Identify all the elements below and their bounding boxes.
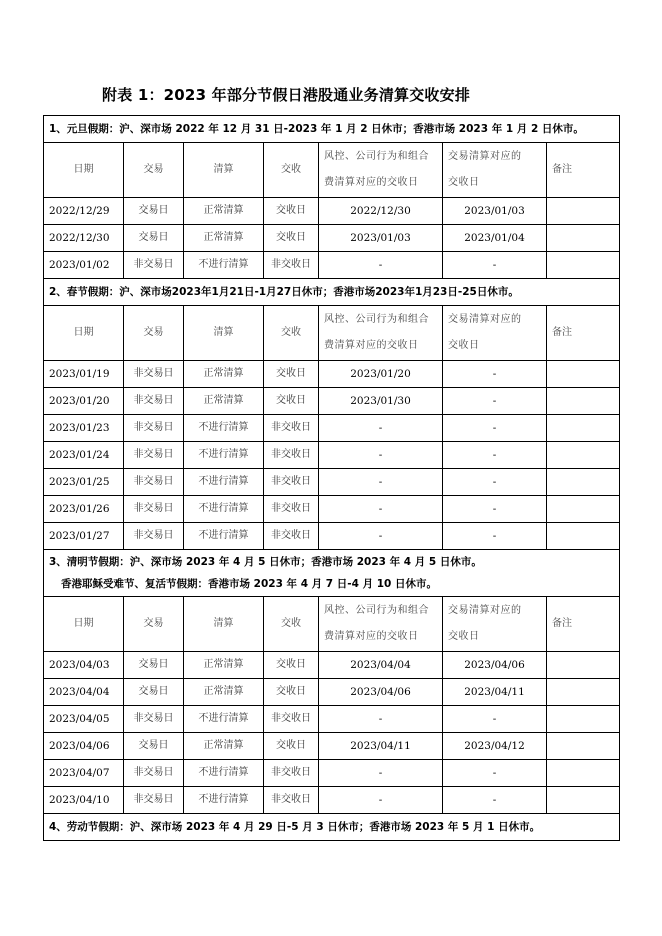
header-risk-line2: 费清算对应的交收日	[324, 631, 419, 642]
cell-clearing: 正常清算	[184, 388, 264, 415]
cell-date: 2023/04/04	[44, 679, 124, 706]
cell-trade: 交易日	[124, 225, 184, 252]
section-heading-line: 1、元旦假期：沪、深市场 2022 年 12 月 31 日-2023 年 1 月 2 日休市；香港市场 2023 年 1 月 2 日休市。	[49, 123, 584, 135]
cell-risk-settle-date: 2023/04/04	[319, 652, 443, 679]
section-heading	[44, 279, 620, 306]
cell-trade: 交易日	[124, 198, 184, 225]
header-risk-line1: 风控、公司行为和组合	[324, 151, 429, 162]
cell-date: 2023/04/07	[44, 760, 124, 787]
cell-note	[547, 361, 620, 388]
cell-clearing: 不进行清算	[184, 523, 264, 550]
cell-date: 2023/01/25	[44, 469, 124, 496]
cell-risk-settle-date: 2023/01/20	[319, 361, 443, 388]
cell-settlement: 非交收日	[264, 252, 319, 279]
header-trade-clear-line1: 交易清算对应的	[448, 605, 522, 616]
cell-date: 2023/01/24	[44, 442, 124, 469]
cell-settlement: 交收日	[264, 388, 319, 415]
cell-note	[547, 442, 620, 469]
cell-settlement: 交收日	[264, 679, 319, 706]
header-trade-clear	[443, 306, 547, 361]
section-heading	[44, 814, 620, 841]
cell-risk-settle-date: -	[319, 469, 443, 496]
cell-clearing: 不进行清算	[184, 415, 264, 442]
cell-clearing: 不进行清算	[184, 252, 264, 279]
header-settlement: 交收	[264, 306, 319, 361]
cell-risk-settle-date: -	[319, 760, 443, 787]
section-heading-line: 香港耶稣受难节、复活节假期：香港市场 2023 年 4 月 7 日-4 月 10 日休市。	[61, 578, 438, 590]
cell-settlement: 非交收日	[264, 469, 319, 496]
cell-risk-settle-date: 2022/12/30	[319, 198, 443, 225]
header-risk	[319, 306, 443, 361]
cell-date: 2023/01/26	[44, 496, 124, 523]
header-clearing: 清算	[184, 143, 264, 198]
header-risk-line1: 风控、公司行为和组合	[324, 605, 429, 616]
cell-trade-settle-date: 2023/04/12	[443, 733, 547, 760]
cell-trade: 交易日	[124, 652, 184, 679]
cell-trade-settle-date: -	[443, 361, 547, 388]
cell-note	[547, 496, 620, 523]
cell-risk-settle-date: 2023/04/06	[319, 679, 443, 706]
table-row	[44, 442, 620, 469]
section-row	[44, 116, 620, 143]
cell-trade-settle-date: 2023/04/11	[443, 679, 547, 706]
header-note: 备注	[547, 143, 620, 198]
table-row	[44, 198, 620, 225]
table-row	[44, 760, 620, 787]
cell-note	[547, 252, 620, 279]
cell-date: 2023/01/02	[44, 252, 124, 279]
cell-trade: 非交易日	[124, 388, 184, 415]
cell-risk-settle-date: -	[319, 496, 443, 523]
cell-note	[547, 760, 620, 787]
cell-clearing: 不进行清算	[184, 787, 264, 814]
cell-risk-settle-date: -	[319, 415, 443, 442]
cell-risk-settle-date: -	[319, 252, 443, 279]
cell-note	[547, 787, 620, 814]
header-risk	[319, 143, 443, 198]
table-row	[44, 252, 620, 279]
cell-trade: 非交易日	[124, 442, 184, 469]
cell-note	[547, 733, 620, 760]
cell-note	[547, 523, 620, 550]
cell-note	[547, 469, 620, 496]
cell-clearing: 正常清算	[184, 361, 264, 388]
cell-trade: 非交易日	[124, 361, 184, 388]
header-clearing: 清算	[184, 306, 264, 361]
cell-settlement: 非交收日	[264, 760, 319, 787]
cell-date: 2022/12/30	[44, 225, 124, 252]
cell-trade-settle-date: -	[443, 469, 547, 496]
cell-trade-settle-date: -	[443, 787, 547, 814]
cell-trade-settle-date: -	[443, 523, 547, 550]
header-trade-clear	[443, 143, 547, 198]
cell-trade: 非交易日	[124, 760, 184, 787]
cell-date: 2023/01/27	[44, 523, 124, 550]
cell-settlement: 交收日	[264, 198, 319, 225]
cell-trade: 交易日	[124, 733, 184, 760]
header-risk-line2: 费清算对应的交收日	[324, 177, 419, 188]
table-row	[44, 706, 620, 733]
header-trade-clear-line1: 交易清算对应的	[448, 151, 522, 162]
cell-trade-settle-date: 2023/04/06	[443, 652, 547, 679]
cell-settlement: 非交收日	[264, 496, 319, 523]
cell-clearing: 正常清算	[184, 198, 264, 225]
cell-settlement: 非交收日	[264, 442, 319, 469]
cell-clearing: 正常清算	[184, 679, 264, 706]
cell-trade-settle-date: -	[443, 415, 547, 442]
header-risk-line1: 风控、公司行为和组合	[324, 314, 429, 325]
cell-settlement: 非交收日	[264, 787, 319, 814]
cell-note	[547, 388, 620, 415]
cell-settlement: 非交收日	[264, 706, 319, 733]
cell-date: 2023/04/06	[44, 733, 124, 760]
table-row	[44, 496, 620, 523]
cell-settlement: 非交收日	[264, 523, 319, 550]
header-clearing: 清算	[184, 597, 264, 652]
cell-note	[547, 679, 620, 706]
cell-clearing: 正常清算	[184, 652, 264, 679]
cell-trade: 非交易日	[124, 523, 184, 550]
cell-trade: 非交易日	[124, 787, 184, 814]
header-date: 日期	[44, 306, 124, 361]
cell-note	[547, 225, 620, 252]
cell-date: 2022/12/29	[44, 198, 124, 225]
header-settlement: 交收	[264, 597, 319, 652]
cell-risk-settle-date: -	[319, 442, 443, 469]
table-row	[44, 523, 620, 550]
cell-settlement: 交收日	[264, 733, 319, 760]
header-trade-clear-line2: 交收日	[448, 340, 480, 351]
section-heading-line: 4、劳动节假期：沪、深市场 2023 年 4 月 29 日-5 月 3 日休市；香港市场 2023 年 5 月 1 日休市。	[49, 821, 541, 833]
cell-note	[547, 652, 620, 679]
cell-clearing: 不进行清算	[184, 469, 264, 496]
cell-risk-settle-date: -	[319, 523, 443, 550]
cell-trade-settle-date: 2023/01/04	[443, 225, 547, 252]
cell-trade-settle-date: -	[443, 252, 547, 279]
header-row	[44, 306, 620, 361]
cell-risk-settle-date: 2023/01/03	[319, 225, 443, 252]
cell-settlement: 交收日	[264, 361, 319, 388]
cell-note	[547, 706, 620, 733]
cell-trade-settle-date: -	[443, 760, 547, 787]
table-row	[44, 415, 620, 442]
cell-date: 2023/01/23	[44, 415, 124, 442]
cell-trade: 非交易日	[124, 706, 184, 733]
cell-risk-settle-date: -	[319, 706, 443, 733]
section-heading	[44, 550, 620, 597]
cell-clearing: 正常清算	[184, 225, 264, 252]
table-row	[44, 652, 620, 679]
header-trade: 交易	[124, 306, 184, 361]
cell-settlement: 交收日	[264, 225, 319, 252]
cell-trade-settle-date: -	[443, 496, 547, 523]
cell-risk-settle-date: 2023/01/30	[319, 388, 443, 415]
cell-date: 2023/04/03	[44, 652, 124, 679]
header-row	[44, 143, 620, 198]
table-row	[44, 469, 620, 496]
section-row	[44, 814, 620, 841]
header-note: 备注	[547, 306, 620, 361]
table-row	[44, 388, 620, 415]
settlement-table	[43, 115, 620, 841]
cell-trade: 非交易日	[124, 469, 184, 496]
table-row	[44, 361, 620, 388]
header-trade-clear-line2: 交收日	[448, 177, 480, 188]
cell-date: 2023/01/19	[44, 361, 124, 388]
section-heading-line: 2、春节假期：沪、深市场2023年1月21日-1月27日休市；香港市场2023年1月23日-25日休市。	[49, 286, 519, 298]
header-note: 备注	[547, 597, 620, 652]
cell-clearing: 正常清算	[184, 733, 264, 760]
cell-clearing: 不进行清算	[184, 760, 264, 787]
header-date: 日期	[44, 143, 124, 198]
header-trade: 交易	[124, 143, 184, 198]
cell-date: 2023/04/10	[44, 787, 124, 814]
page-title: 附表 1：2023 年部分节假日港股通业务清算交收安排	[102, 86, 471, 104]
cell-trade: 非交易日	[124, 496, 184, 523]
cell-clearing: 不进行清算	[184, 442, 264, 469]
cell-trade: 非交易日	[124, 252, 184, 279]
cell-settlement: 非交收日	[264, 415, 319, 442]
table-row	[44, 787, 620, 814]
cell-trade-settle-date: 2023/01/03	[443, 198, 547, 225]
cell-risk-settle-date: -	[319, 787, 443, 814]
header-row	[44, 597, 620, 652]
section-row	[44, 279, 620, 306]
header-trade-clear-line2: 交收日	[448, 631, 480, 642]
cell-settlement: 交收日	[264, 652, 319, 679]
table-row	[44, 733, 620, 760]
header-trade: 交易	[124, 597, 184, 652]
cell-trade-settle-date: -	[443, 388, 547, 415]
cell-trade-settle-date: -	[443, 442, 547, 469]
cell-date: 2023/01/20	[44, 388, 124, 415]
cell-clearing: 不进行清算	[184, 706, 264, 733]
header-risk	[319, 597, 443, 652]
section-row	[44, 550, 620, 597]
section-heading	[44, 116, 620, 143]
section-heading-line: 3、清明节假期：沪、深市场 2023 年 4 月 5 日休市；香港市场 2023 年 4 月 5 日休市。	[49, 556, 482, 568]
cell-note	[547, 415, 620, 442]
header-date: 日期	[44, 597, 124, 652]
cell-note	[547, 198, 620, 225]
cell-trade: 交易日	[124, 679, 184, 706]
header-settlement: 交收	[264, 143, 319, 198]
cell-clearing: 不进行清算	[184, 496, 264, 523]
table-row	[44, 679, 620, 706]
header-trade-clear-line1: 交易清算对应的	[448, 314, 522, 325]
cell-trade: 非交易日	[124, 415, 184, 442]
header-risk-line2: 费清算对应的交收日	[324, 340, 419, 351]
header-trade-clear	[443, 597, 547, 652]
table-row	[44, 225, 620, 252]
cell-risk-settle-date: 2023/04/11	[319, 733, 443, 760]
cell-date: 2023/04/05	[44, 706, 124, 733]
cell-trade-settle-date: -	[443, 706, 547, 733]
